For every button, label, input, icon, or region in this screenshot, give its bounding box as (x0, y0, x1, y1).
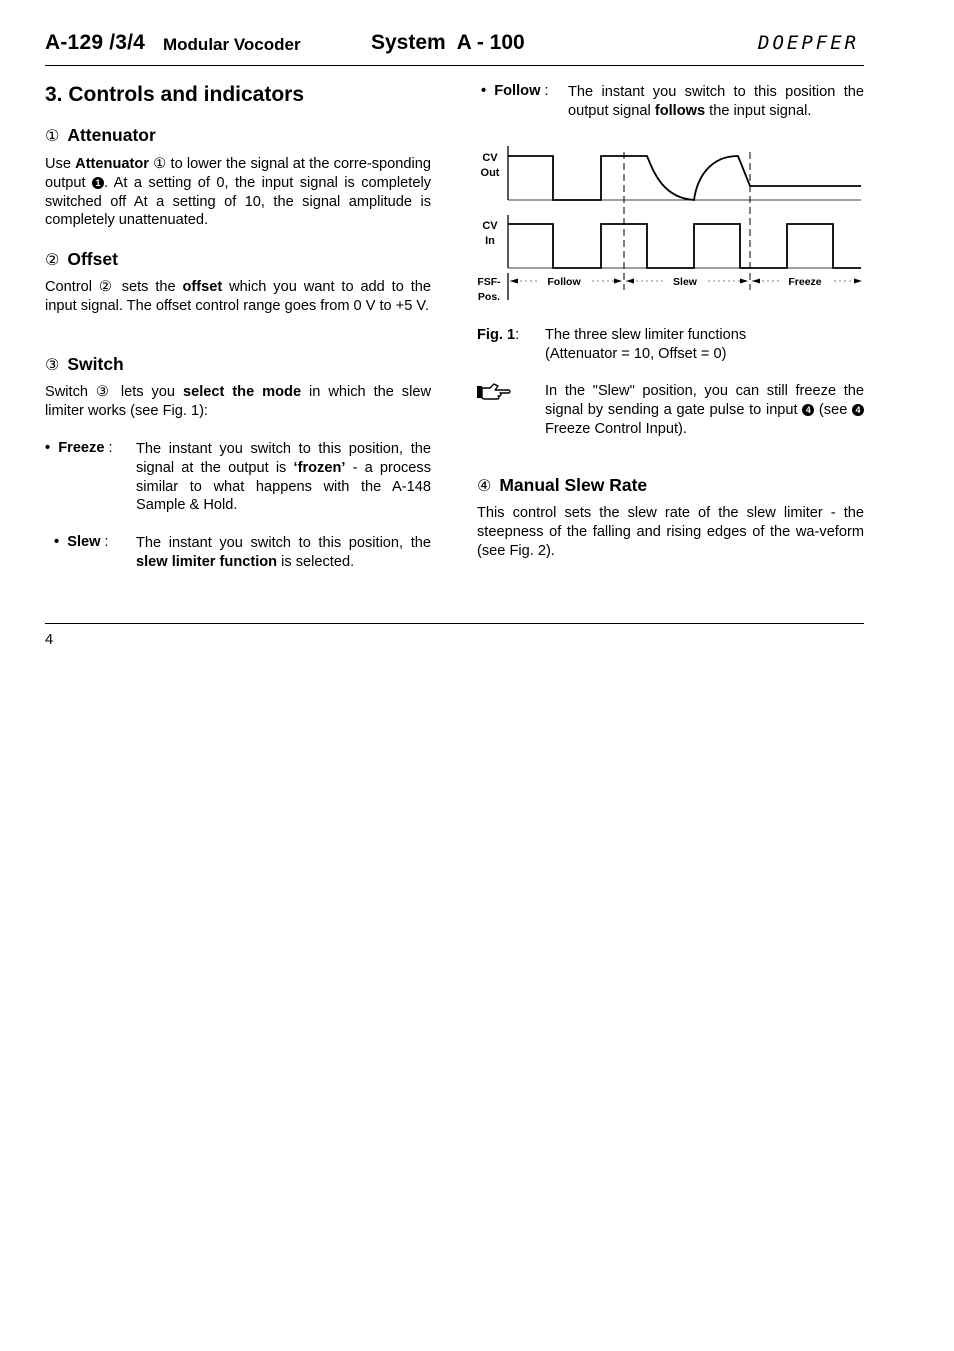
attenuator-heading (45, 125, 156, 146)
offset-heading (45, 249, 118, 270)
module-subtitle: Modular Vocoder (163, 35, 301, 54)
manual-slew-text: This control sets the slew rate of the slew limiter - the steepness of the falling and rising edges of the wa-veform (see Fig. 2). (477, 505, 864, 559)
fsf-label-2: Pos. (477, 291, 501, 303)
system-title: System A - 100 (371, 31, 525, 54)
fsf-label-1: FSF- (477, 276, 501, 288)
switch-text: Switch ③ lets you select the mode in which the slew limiter works (see Fig. 1): (45, 384, 432, 419)
switch-number: ③ (45, 357, 60, 374)
switch-title: Switch (67, 354, 124, 374)
attenuator-number: ① (45, 128, 60, 145)
header-rule (45, 65, 864, 66)
segment-follow-label: Follow (547, 276, 581, 288)
section-title: 3. Controls and indicators (45, 83, 305, 106)
attenuator-text: Use Attenuator ① to lower the signal at the corre-sponding output 1 . At a setting of 0, the input signal is completely switched off At a setting of 10, the signal amplitude is completely unattenuated. (45, 156, 431, 229)
cv-out-label-1: CV (482, 152, 498, 164)
manual-slew-heading (477, 475, 647, 496)
page-number: 4 (45, 632, 54, 648)
segment-slew-label: Slew (673, 276, 697, 288)
attenuator-title: Attenuator (67, 125, 156, 145)
slew-label: • Slew : (54, 534, 109, 550)
follow-text: The instant you switch to this position the output signal follows the input signal. (568, 84, 864, 119)
figure-caption: The three slew limiter functions (Attenuator = 10, Offset = 0) (545, 327, 747, 362)
manual-slew-number: ④ (477, 478, 492, 495)
cv-in-label-1: CV (482, 220, 498, 232)
cv-in-waveform (508, 224, 861, 268)
slew-limiter-figure (474, 140, 866, 310)
output-ref-badge: 1 (92, 177, 104, 189)
segment-freeze-label: Freeze (788, 276, 822, 288)
offset-text: Control ② sets the offset which you want to add to the input signal. The offset control range goes from 0 V to +5 V. (45, 279, 431, 314)
input-ref-badge-2: 4 (852, 404, 864, 416)
freeze-label: • Freeze : (45, 440, 113, 456)
freeze-text: The instant you switch to this position, the signal at the output is ‘frozen’ - a process similar to what happens with the A-148 Sample & Hold. (136, 441, 431, 514)
figure-caption-label: Fig. 1: (477, 327, 520, 343)
cv-out-waveform (508, 156, 861, 200)
cv-out-label-2: Out (480, 167, 500, 179)
footer-rule (45, 623, 864, 624)
module-name: A-129 /3/4 (45, 31, 146, 54)
freeze-note: In the "Slew" position, you can still freeze the signal by sending a gate pulse to input 4 (see 4 Freeze Control Input). (545, 383, 864, 437)
slew-text: The instant you switch to this position, the slew limiter function is selected. (136, 535, 431, 570)
pointing-hand-icon (476, 382, 512, 402)
offset-number: ② (45, 252, 60, 269)
manual-slew-title: Manual Slew Rate (499, 475, 648, 495)
brand-logo: DOEPFER (758, 32, 860, 54)
follow-label: • Follow : (481, 83, 549, 99)
cv-in-label-2: In (485, 235, 495, 247)
offset-title: Offset (67, 249, 118, 269)
input-ref-badge: 4 (802, 404, 814, 416)
switch-heading (45, 354, 124, 375)
